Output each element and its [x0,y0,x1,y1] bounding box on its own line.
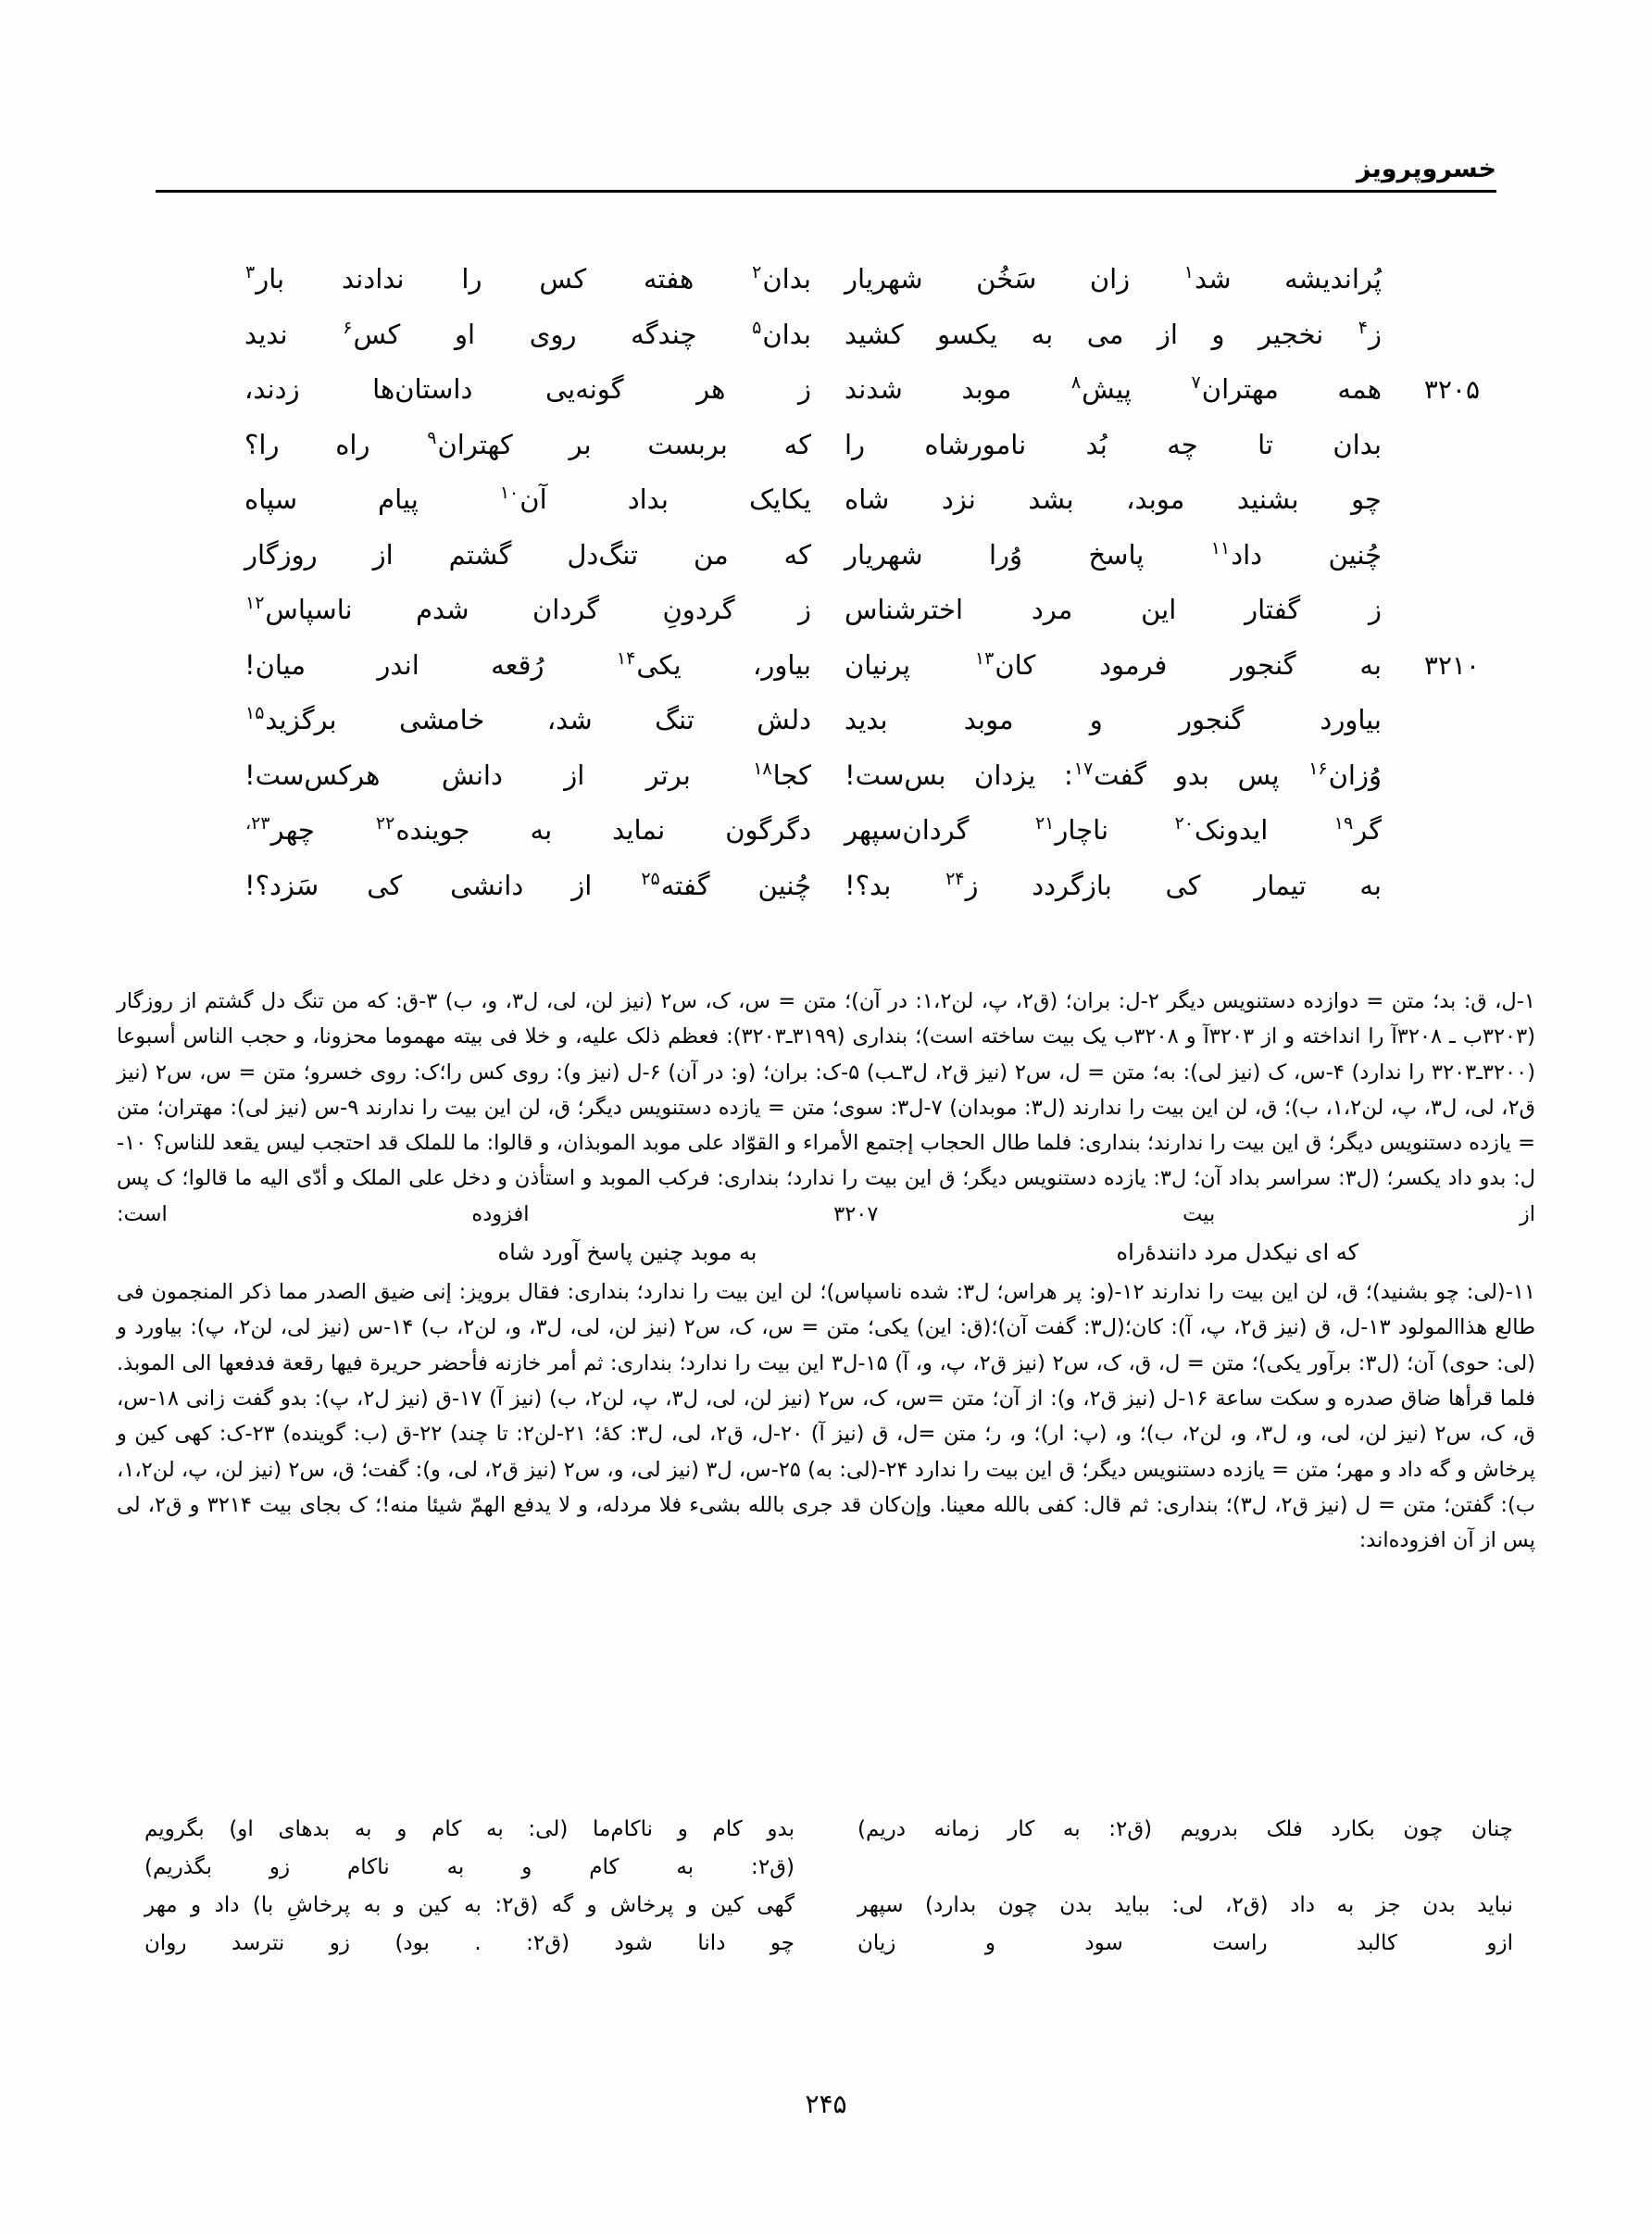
bottom-line-right: ازو کالبد راست سود و زیان [857,1931,1513,1955]
bottom-line-right: نباید بدن جز به داد (ق۲، لی: بباید بدن چون بدارد) سپهر [857,1893,1513,1917]
verse-hemistich-b: بدان$^۵$ چندگه روی او کس$^۶$ ندید [244,317,811,350]
verse-hemistich-b: که من تنگ‌دل گشتم از روزگار [244,538,811,571]
verse-couplet [156,252,1496,307]
apparatus-inset-verse [117,1234,1535,1271]
verse-hemistich-a: ز گفتار این مرد اخترشناس [845,594,1382,625]
verse-hemistich-b: یکایک بداد آن$^{۱۰}$ پیام سپاه [244,483,811,515]
verse-hemistich-b: ز گردونِ گردان شدم ناسپاس$^{۱۲}$ [245,593,811,625]
verse-couplet [156,748,1496,804]
verse-couplet [156,528,1496,584]
bottom-line-left: (ق۲: به کام و به ناکام زو بگذریم) [144,1855,795,1879]
verse-hemistich-a: به تیمار کی بازگردد ز$^{۲۴}$ بد؟! [845,868,1383,901]
verse-hemistich-a: بیاورد گنجور و موبد بدید [845,704,1382,735]
bottom-line-left: بدو کام و ناکام‌ما (لی: به کام و به بدهای او) بگرویم [144,1817,795,1841]
verse-couplet [156,418,1496,473]
verse-block [156,252,1496,913]
verse-couplet [156,693,1496,748]
inset-verse-hemistich-a: به موبد چنین پاسخ آورد شاه [497,1239,757,1266]
verse-hemistich-a: چو بشنید موبد، بشد نزد شاه [845,483,1382,515]
page-number: ۲۴۵ [805,2089,847,2119]
running-head [156,156,1496,193]
verse-couplet [156,803,1496,859]
verse-hemistich-a: بدان تا چه بُد نامورشاه را [845,428,1382,460]
verse-hemistich-a: ز$^۴$ نخجیر و از می به یکسو کشید [845,317,1382,350]
verse-couplet [156,638,1496,694]
verse-hemistich-b: بیاور، یکی$^{۱۴}$ رُقعه اندر میان! [244,647,811,681]
verse-couplet [156,362,1496,418]
verse-hemistich-a: وُزان$^{۱۶}$ پس بدو گفت$^{۱۷}$: یزدان بس‌ست! [845,758,1382,791]
verse-line-number: ۳۲۱۰ [1423,649,1480,681]
apparatus-paragraph-2: ۱۱-(لی: چو بشنید)؛ ق، لن این بیت را ندارند ۱۲-(و: پر هراس؛ ل۳: شده ناسپاس)؛ لن این بیت را ندارد؛ بنداری: فقال برویز: إنی ضیق الصدر مما ذکر المنجمون فی طالع هذاالمولود ۱۳-ل، ق (نیز ق۲، پ، آ): کان؛(ل۳: گفت آن)؛(ق: این) یکی؛ متن = س، ک، س۲ (نیز لن، لی، ل۳، و، لن۲، ب) ۱۴-س (نیز لی، لن۲، پ): بیاورد و (لی: حوی) آن؛ (ل۳: برآور یکی)؛ متن = ل، ق، ک، س۲ (نیز ق۲، پ، و، آ) ۱۵-ل۳ این بیت را ندارد؛ بنداری: ثم أمر خازنه فأحضر حریرة فیها رقعة فدفعها الی الموبذ. فلما قرأها ضاق صدره و سکت ساعة ۱۶-ل (نیز ق۲، و): از آن؛ متن =س، ک، س۲ (نیز لن، لی، ل۳، پ، لن۲، ب) (نیز آ) ۱۷-ق (نیز ل۲، پ): بدو گفت زانی ۱۸-س، ق، ک، س۲ (نیز لن، لی، و، ل۳، و، لن۲، ب)؛ و، (پ: ار)؛ و، ر؛ متن =ل، ق (نیز آ) ۲۰-ل، ق۲، لی، ل۳: کهٔ؛ ۲۱-لن۲: تا چند) ۲۲-ق (ب: گوینده) ۲۳-ک: کهی کین و پرخاش و گه داد و مهر؛ متن = یازده دستنویس دیگر؛ ق این بیت را ندارد ۲۴-(لی: به) ۲۵-س، ل۳ (نیز لی، و، س۲ (نیز ق۲، لی، و): گفت؛ ق، س۲ (نیز لن، پ، لن۱،۲، ب): گفتن؛ متن = ل (نیز ق۲، ل۳)؛ بنداری: ثم قال: کفی بالله معینا. وإن‌کان قد جری بالله بشیء فلا مردله، و لا یدفع الهمّ شیئا منه!؛ ک بجای بیت ۳۲۱۴ و ق۲، لی پس از آن افزوده‌اند: [117,1280,1536,1553]
running-head-title: خسروپرویز [1356,155,1496,183]
verse-hemistich-b: کجا$^{۱۸}$ برتر از دانش هرکس‌ست! [244,758,811,791]
verse-hemistich-b: که بربست بر کهتران$^۹$ راه را؟ [244,427,811,460]
header-divider [156,190,1496,193]
verse-hemistich-b: چُنین گفته$^{۲۵}$ از دانشی کی سَزد؟! [244,868,812,901]
apparatus-paragraph-1: ۱-ل، ق: بد؛ متن = دوازده دستنویس دیگر ۲-ل: بران؛ (ق۲، پ، لن۱،۲: در آن)؛ متن = س، ک، س۲ (نیز لن، لی، ل۳، و، ب) ۳-ق: که من تنگ دل گشتم از روزگار (۳۲۰۳ب ـ ۳۲۰۸آ را انداخته و از ۳۲۰۳آ و ۳۲۰۸ب یک بیت ساخته است)؛ بنداری (۳۱۹۹ـ۳۲۰۳): فعظم ذلک علیه، و خلا فی بیته مهموما محزونا، و حجب الناس أسبوعا (۳۲۰۰ـ۳۲۰۳ را ندارد) ۴-س، ک (نیز لی): به؛ متن = ل، س۲ (نیز ق۲، ل۳ـب) ۵-ک: بران؛ (و: در آن) ۶-ل (نیز و): روی کس را؛ک: روی خسرو؛ متن = س، س۲ (نیز ق۲، لی، ل۳، پ، لن۱،۲، ب)؛ ق، لن این بیت را ندارند (ل۳: موبدان) ۷-ل۳: سوی؛ متن = یازده دستنویس دیگر؛ ق، لن این بیت را ندارند ۹-س (نیز لی): مهتران؛ متن = یازده دستنویس دیگر؛ ق این بیت را ندارند؛ بنداری: فلما طال الحجاب إجتمع الأمراء و القوّاد علی موبد الموبذان، و قالوا: ما للملک قد احتجب لیس یقعد للناس؟ ۱۰-ل: بدو داد یکسر؛ (ل۳: سراسر بداد آن؛ ل۳: یازده دستنویس دیگر؛ ق این بیت را ندارد؛ بنداری: فرکب الموبد و استأذن و دخل علی الملک و أدّی الیه ما قالوا؛ ک پس از بیت ۳۲۰۷ افزوده است: [117,989,1535,1226]
verse-hemistich-a: گر$^{۱۹}$ ایدونک$^{۲۰}$ ناچار$^{۲۱}$ گردان‌سپهر [845,813,1382,846]
verse-couplet [156,859,1496,914]
verse-couplet [156,307,1496,363]
verse-hemistich-b: بدان$^۲$ هفته کس را ندادند بار$^۳$ [245,262,811,295]
verse-line-number: ۳۲۰۵ [1423,374,1480,405]
bottom-column-right [826,1811,1535,1963]
verse-hemistich-a: به گنجور فرمود کان$^{۱۳}$ پرنیان ۳۲۱۰ [826,638,1496,694]
bottom-variant-columns [117,1811,1535,1963]
apparatus-criticus [117,984,1535,1558]
bottom-line-spacer [857,1849,1513,1887]
bottom-line-left: گهی کین و پرخاش و گه (ق۲: به کین و به پرخاشِ با) داد و مهر [144,1893,795,1917]
bottom-line-left: چو دانا شود (ق۲: . بود) زو نترسد روان [144,1931,795,1955]
verse-hemistich-b: دگرگون نماید به جوینده$^{۲۲}$ چهر$^{۲۳،}$ [245,813,811,846]
inset-verse-hemistich-b: که ای نیکدل مرد دانندهٔ‌راه [1116,1239,1359,1266]
verse-hemistich-b: دلش تنگ شد، خامشی برگزید$^{۱۵}$ [245,703,811,735]
verse-hemistich-b: ز هر گونه‌یی داستان‌ها زدند، [244,373,811,405]
verse-hemistich-a: پُراندیشه شد$^۱$ زان سَخُن شهریار [845,262,1382,295]
verse-couplet [156,583,1496,638]
verse-hemistich-a: چُنین داد$^{۱۱}$ پاسخ وُرا شهریار [845,537,1382,571]
verse-hemistich-a: همه مهتران$^۷$ پیش$^۸$ موبد شدند ۳۲۰۵ [826,362,1496,418]
bottom-line-right: چنان چون بکارد فلک بدرویم (ق۲: به کار زمانه دریم) [857,1817,1513,1841]
verse-couplet [156,472,1496,528]
bottom-column-left [117,1811,826,1963]
